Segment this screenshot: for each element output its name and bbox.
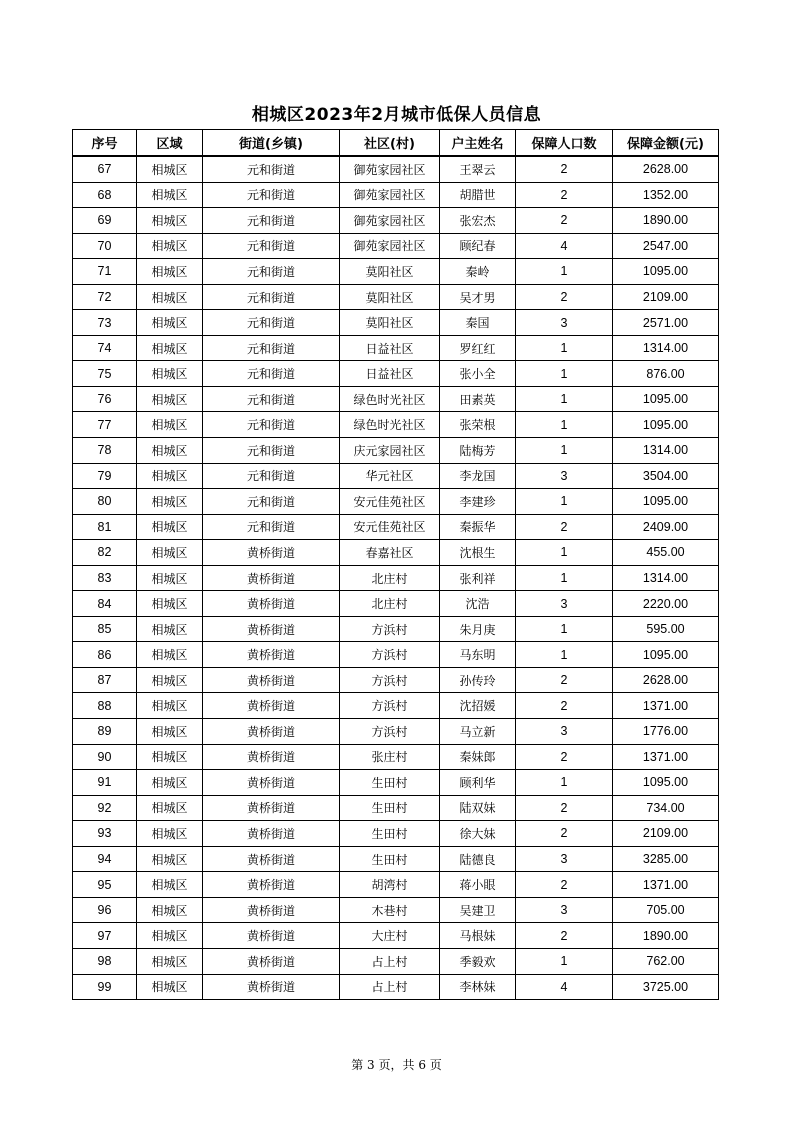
cell-street: 元和街道 bbox=[203, 514, 340, 540]
cell-covered-persons: 2 bbox=[516, 872, 613, 898]
cell-street: 元和街道 bbox=[203, 412, 340, 438]
cell-amount: 1371.00 bbox=[613, 744, 719, 770]
cell-covered-persons: 1 bbox=[516, 489, 613, 515]
cell-community: 莫阳社区 bbox=[340, 259, 440, 285]
cell-street: 黄桥街道 bbox=[203, 744, 340, 770]
cell-street: 元和街道 bbox=[203, 259, 340, 285]
cell-amount: 1371.00 bbox=[613, 872, 719, 898]
table-row bbox=[73, 438, 719, 464]
cell-index: 72 bbox=[73, 284, 137, 310]
table-row bbox=[73, 591, 719, 617]
table-row bbox=[73, 335, 719, 361]
cell-amount: 1352.00 bbox=[613, 182, 719, 208]
table-row bbox=[73, 923, 719, 949]
cell-covered-persons: 1 bbox=[516, 335, 613, 361]
cell-street: 黄桥街道 bbox=[203, 565, 340, 591]
cell-amount: 3285.00 bbox=[613, 846, 719, 872]
cell-street: 元和街道 bbox=[203, 489, 340, 515]
cell-householder: 张宏杰 bbox=[440, 208, 516, 234]
cell-amount: 1095.00 bbox=[613, 259, 719, 285]
cell-index: 82 bbox=[73, 540, 137, 566]
cell-district: 相城区 bbox=[137, 156, 203, 182]
cell-district: 相城区 bbox=[137, 259, 203, 285]
cell-householder: 沈招媛 bbox=[440, 693, 516, 719]
cell-district: 相城区 bbox=[137, 438, 203, 464]
cell-amount: 3725.00 bbox=[613, 974, 719, 1000]
cell-community: 庆元家园社区 bbox=[340, 438, 440, 464]
cell-amount: 455.00 bbox=[613, 540, 719, 566]
cell-amount: 876.00 bbox=[613, 361, 719, 387]
cell-street: 元和街道 bbox=[203, 463, 340, 489]
cell-amount: 2547.00 bbox=[613, 233, 719, 259]
cell-district: 相城区 bbox=[137, 412, 203, 438]
cell-householder: 陆双妹 bbox=[440, 795, 516, 821]
cell-street: 黄桥街道 bbox=[203, 974, 340, 1000]
cell-index: 74 bbox=[73, 335, 137, 361]
cell-covered-persons: 2 bbox=[516, 156, 613, 182]
cell-covered-persons: 3 bbox=[516, 591, 613, 617]
column-header-street: 街道(乡镇) bbox=[203, 130, 340, 157]
cell-community: 占上村 bbox=[340, 948, 440, 974]
cell-index: 76 bbox=[73, 386, 137, 412]
table-row bbox=[73, 386, 719, 412]
cell-amount: 1314.00 bbox=[613, 565, 719, 591]
cell-district: 相城区 bbox=[137, 565, 203, 591]
cell-street: 元和街道 bbox=[203, 310, 340, 336]
cell-householder: 秦岭 bbox=[440, 259, 516, 285]
cell-amount: 2409.00 bbox=[613, 514, 719, 540]
cell-district: 相城区 bbox=[137, 897, 203, 923]
cell-street: 黄桥街道 bbox=[203, 667, 340, 693]
table-row bbox=[73, 744, 719, 770]
cell-index: 68 bbox=[73, 182, 137, 208]
column-header-householder: 户主姓名 bbox=[440, 130, 516, 157]
cell-community: 北庄村 bbox=[340, 565, 440, 591]
column-header-community: 社区(村) bbox=[340, 130, 440, 157]
cell-covered-persons: 4 bbox=[516, 974, 613, 1000]
cell-householder: 顾纪春 bbox=[440, 233, 516, 259]
cell-householder: 胡腊世 bbox=[440, 182, 516, 208]
cell-householder: 张利祥 bbox=[440, 565, 516, 591]
cell-street: 黄桥街道 bbox=[203, 923, 340, 949]
cell-covered-persons: 2 bbox=[516, 795, 613, 821]
cell-district: 相城区 bbox=[137, 208, 203, 234]
cell-amount: 2220.00 bbox=[613, 591, 719, 617]
cell-covered-persons: 3 bbox=[516, 897, 613, 923]
cell-index: 80 bbox=[73, 489, 137, 515]
cell-street: 黄桥街道 bbox=[203, 770, 340, 796]
column-header-amount: 保障金额(元) bbox=[613, 130, 719, 157]
cell-covered-persons: 2 bbox=[516, 693, 613, 719]
cell-covered-persons: 1 bbox=[516, 259, 613, 285]
cell-amount: 1371.00 bbox=[613, 693, 719, 719]
cell-community: 生田村 bbox=[340, 846, 440, 872]
table-row bbox=[73, 974, 719, 1000]
table-row bbox=[73, 412, 719, 438]
cell-covered-persons: 3 bbox=[516, 719, 613, 745]
cell-amount: 1890.00 bbox=[613, 923, 719, 949]
cell-index: 81 bbox=[73, 514, 137, 540]
cell-community: 方浜村 bbox=[340, 642, 440, 668]
cell-district: 相城区 bbox=[137, 642, 203, 668]
cell-district: 相城区 bbox=[137, 463, 203, 489]
cell-covered-persons: 3 bbox=[516, 463, 613, 489]
page-number-footer: 第 3 页，共 6 页 bbox=[351, 1058, 442, 1072]
table-row bbox=[73, 693, 719, 719]
cell-district: 相城区 bbox=[137, 540, 203, 566]
cell-district: 相城区 bbox=[137, 948, 203, 974]
table-row bbox=[73, 795, 719, 821]
cell-index: 67 bbox=[73, 156, 137, 182]
cell-district: 相城区 bbox=[137, 693, 203, 719]
table-row bbox=[73, 233, 719, 259]
table-row bbox=[73, 208, 719, 234]
cell-street: 黄桥街道 bbox=[203, 642, 340, 668]
cell-index: 87 bbox=[73, 667, 137, 693]
cell-amount: 762.00 bbox=[613, 948, 719, 974]
table-row bbox=[73, 540, 719, 566]
cell-covered-persons: 1 bbox=[516, 361, 613, 387]
cell-street: 黄桥街道 bbox=[203, 795, 340, 821]
cell-covered-persons: 2 bbox=[516, 821, 613, 847]
cell-district: 相城区 bbox=[137, 284, 203, 310]
welfare-roster-table bbox=[72, 129, 719, 1000]
cell-householder: 马东明 bbox=[440, 642, 516, 668]
cell-covered-persons: 1 bbox=[516, 948, 613, 974]
cell-street: 黄桥街道 bbox=[203, 693, 340, 719]
cell-index: 70 bbox=[73, 233, 137, 259]
table-row bbox=[73, 719, 719, 745]
cell-street: 黄桥街道 bbox=[203, 591, 340, 617]
cell-index: 89 bbox=[73, 719, 137, 745]
cell-district: 相城区 bbox=[137, 514, 203, 540]
cell-householder: 李龙国 bbox=[440, 463, 516, 489]
table-row bbox=[73, 259, 719, 285]
cell-index: 83 bbox=[73, 565, 137, 591]
cell-householder: 张小全 bbox=[440, 361, 516, 387]
cell-householder: 陆德良 bbox=[440, 846, 516, 872]
cell-community: 绿色时光社区 bbox=[340, 386, 440, 412]
cell-community: 方浜村 bbox=[340, 667, 440, 693]
cell-householder: 朱月庚 bbox=[440, 616, 516, 642]
cell-householder: 王翠云 bbox=[440, 156, 516, 182]
cell-district: 相城区 bbox=[137, 744, 203, 770]
table-row bbox=[73, 182, 719, 208]
cell-householder: 孙传玲 bbox=[440, 667, 516, 693]
cell-covered-persons: 2 bbox=[516, 667, 613, 693]
cell-street: 元和街道 bbox=[203, 233, 340, 259]
cell-index: 98 bbox=[73, 948, 137, 974]
cell-index: 97 bbox=[73, 923, 137, 949]
cell-covered-persons: 2 bbox=[516, 284, 613, 310]
cell-covered-persons: 2 bbox=[516, 182, 613, 208]
cell-street: 黄桥街道 bbox=[203, 872, 340, 898]
table-row bbox=[73, 489, 719, 515]
cell-covered-persons: 1 bbox=[516, 386, 613, 412]
cell-householder: 李建珍 bbox=[440, 489, 516, 515]
cell-street: 元和街道 bbox=[203, 335, 340, 361]
cell-amount: 1776.00 bbox=[613, 719, 719, 745]
column-header-covered-persons: 保障人口数 bbox=[516, 130, 613, 157]
cell-community: 御苑家园社区 bbox=[340, 156, 440, 182]
cell-street: 元和街道 bbox=[203, 208, 340, 234]
cell-street: 黄桥街道 bbox=[203, 897, 340, 923]
cell-index: 71 bbox=[73, 259, 137, 285]
cell-district: 相城区 bbox=[137, 616, 203, 642]
cell-amount: 595.00 bbox=[613, 616, 719, 642]
cell-district: 相城区 bbox=[137, 386, 203, 412]
cell-district: 相城区 bbox=[137, 821, 203, 847]
cell-community: 御苑家园社区 bbox=[340, 182, 440, 208]
cell-district: 相城区 bbox=[137, 719, 203, 745]
cell-covered-persons: 1 bbox=[516, 642, 613, 668]
cell-district: 相城区 bbox=[137, 872, 203, 898]
table-row bbox=[73, 667, 719, 693]
cell-index: 99 bbox=[73, 974, 137, 1000]
cell-householder: 顾利华 bbox=[440, 770, 516, 796]
table-row bbox=[73, 156, 719, 182]
cell-amount: 1314.00 bbox=[613, 438, 719, 464]
cell-householder: 季毅欢 bbox=[440, 948, 516, 974]
cell-householder: 秦妹郎 bbox=[440, 744, 516, 770]
table-row bbox=[73, 310, 719, 336]
cell-covered-persons: 2 bbox=[516, 744, 613, 770]
cell-householder: 马根妹 bbox=[440, 923, 516, 949]
table-row bbox=[73, 565, 719, 591]
cell-street: 黄桥街道 bbox=[203, 540, 340, 566]
cell-community: 木巷村 bbox=[340, 897, 440, 923]
cell-street: 元和街道 bbox=[203, 386, 340, 412]
table-row bbox=[73, 821, 719, 847]
cell-householder: 马立新 bbox=[440, 719, 516, 745]
cell-street: 黄桥街道 bbox=[203, 948, 340, 974]
cell-community: 莫阳社区 bbox=[340, 284, 440, 310]
cell-community: 莫阳社区 bbox=[340, 310, 440, 336]
cell-street: 黄桥街道 bbox=[203, 616, 340, 642]
cell-community: 大庄村 bbox=[340, 923, 440, 949]
table-row bbox=[73, 463, 719, 489]
cell-community: 春嘉社区 bbox=[340, 540, 440, 566]
cell-covered-persons: 1 bbox=[516, 540, 613, 566]
cell-community: 御苑家园社区 bbox=[340, 233, 440, 259]
cell-covered-persons: 2 bbox=[516, 923, 613, 949]
cell-householder: 蒋小眼 bbox=[440, 872, 516, 898]
cell-amount: 734.00 bbox=[613, 795, 719, 821]
cell-district: 相城区 bbox=[137, 361, 203, 387]
cell-index: 78 bbox=[73, 438, 137, 464]
column-header-district: 区域 bbox=[137, 130, 203, 157]
table-row bbox=[73, 361, 719, 387]
cell-amount: 705.00 bbox=[613, 897, 719, 923]
cell-street: 元和街道 bbox=[203, 182, 340, 208]
cell-street: 元和街道 bbox=[203, 156, 340, 182]
table-row bbox=[73, 846, 719, 872]
cell-covered-persons: 1 bbox=[516, 565, 613, 591]
table-row bbox=[73, 948, 719, 974]
cell-community: 方浜村 bbox=[340, 616, 440, 642]
cell-community: 日益社区 bbox=[340, 361, 440, 387]
cell-householder: 陆梅芳 bbox=[440, 438, 516, 464]
cell-district: 相城区 bbox=[137, 310, 203, 336]
cell-covered-persons: 1 bbox=[516, 770, 613, 796]
cell-district: 相城区 bbox=[137, 923, 203, 949]
cell-amount: 1095.00 bbox=[613, 489, 719, 515]
cell-index: 73 bbox=[73, 310, 137, 336]
cell-index: 91 bbox=[73, 770, 137, 796]
cell-householder: 秦国 bbox=[440, 310, 516, 336]
cell-community: 安元佳苑社区 bbox=[340, 489, 440, 515]
cell-amount: 2109.00 bbox=[613, 821, 719, 847]
cell-amount: 2571.00 bbox=[613, 310, 719, 336]
cell-covered-persons: 1 bbox=[516, 412, 613, 438]
cell-householder: 秦振华 bbox=[440, 514, 516, 540]
cell-index: 88 bbox=[73, 693, 137, 719]
cell-index: 95 bbox=[73, 872, 137, 898]
cell-householder: 李林妹 bbox=[440, 974, 516, 1000]
cell-community: 胡湾村 bbox=[340, 872, 440, 898]
cell-district: 相城区 bbox=[137, 182, 203, 208]
cell-index: 84 bbox=[73, 591, 137, 617]
cell-covered-persons: 2 bbox=[516, 514, 613, 540]
table-row bbox=[73, 642, 719, 668]
cell-index: 92 bbox=[73, 795, 137, 821]
cell-index: 86 bbox=[73, 642, 137, 668]
cell-street: 元和街道 bbox=[203, 284, 340, 310]
cell-district: 相城区 bbox=[137, 591, 203, 617]
cell-householder: 罗红红 bbox=[440, 335, 516, 361]
cell-index: 96 bbox=[73, 897, 137, 923]
cell-community: 日益社区 bbox=[340, 335, 440, 361]
cell-index: 94 bbox=[73, 846, 137, 872]
cell-householder: 吴才男 bbox=[440, 284, 516, 310]
cell-index: 79 bbox=[73, 463, 137, 489]
cell-covered-persons: 2 bbox=[516, 208, 613, 234]
cell-community: 安元佳苑社区 bbox=[340, 514, 440, 540]
cell-amount: 1095.00 bbox=[613, 770, 719, 796]
cell-community: 张庄村 bbox=[340, 744, 440, 770]
cell-index: 85 bbox=[73, 616, 137, 642]
table-row bbox=[73, 897, 719, 923]
cell-householder: 沈浩 bbox=[440, 591, 516, 617]
page-title: 相城区2023年2月城市低保人员信息 bbox=[251, 105, 542, 125]
cell-community: 生田村 bbox=[340, 821, 440, 847]
cell-householder: 田素英 bbox=[440, 386, 516, 412]
cell-covered-persons: 1 bbox=[516, 438, 613, 464]
table-row bbox=[73, 872, 719, 898]
cell-street: 黄桥街道 bbox=[203, 821, 340, 847]
cell-index: 77 bbox=[73, 412, 137, 438]
cell-district: 相城区 bbox=[137, 846, 203, 872]
cell-community: 御苑家园社区 bbox=[340, 208, 440, 234]
cell-index: 69 bbox=[73, 208, 137, 234]
cell-street: 黄桥街道 bbox=[203, 846, 340, 872]
table-row bbox=[73, 284, 719, 310]
cell-index: 75 bbox=[73, 361, 137, 387]
cell-community: 生田村 bbox=[340, 770, 440, 796]
cell-district: 相城区 bbox=[137, 335, 203, 361]
cell-householder: 徐大妹 bbox=[440, 821, 516, 847]
cell-amount: 1095.00 bbox=[613, 386, 719, 412]
cell-covered-persons: 4 bbox=[516, 233, 613, 259]
cell-district: 相城区 bbox=[137, 489, 203, 515]
cell-covered-persons: 3 bbox=[516, 846, 613, 872]
cell-amount: 2628.00 bbox=[613, 156, 719, 182]
cell-street: 元和街道 bbox=[203, 438, 340, 464]
table-body bbox=[73, 156, 719, 1000]
cell-covered-persons: 1 bbox=[516, 616, 613, 642]
cell-community: 绿色时光社区 bbox=[340, 412, 440, 438]
cell-community: 占上村 bbox=[340, 974, 440, 1000]
cell-community: 生田村 bbox=[340, 795, 440, 821]
cell-amount: 2628.00 bbox=[613, 667, 719, 693]
cell-community: 方浜村 bbox=[340, 719, 440, 745]
column-header-index: 序号 bbox=[73, 130, 137, 157]
cell-amount: 2109.00 bbox=[613, 284, 719, 310]
cell-householder: 吴建卫 bbox=[440, 897, 516, 923]
cell-amount: 1890.00 bbox=[613, 208, 719, 234]
cell-community: 方浜村 bbox=[340, 693, 440, 719]
cell-covered-persons: 3 bbox=[516, 310, 613, 336]
cell-community: 北庄村 bbox=[340, 591, 440, 617]
cell-district: 相城区 bbox=[137, 974, 203, 1000]
cell-householder: 张荣根 bbox=[440, 412, 516, 438]
cell-index: 90 bbox=[73, 744, 137, 770]
cell-amount: 1314.00 bbox=[613, 335, 719, 361]
table-row bbox=[73, 514, 719, 540]
cell-street: 元和街道 bbox=[203, 361, 340, 387]
table-header-row bbox=[73, 130, 719, 157]
cell-district: 相城区 bbox=[137, 667, 203, 693]
table-row bbox=[73, 616, 719, 642]
cell-community: 华元社区 bbox=[340, 463, 440, 489]
cell-district: 相城区 bbox=[137, 795, 203, 821]
table-row bbox=[73, 770, 719, 796]
cell-amount: 3504.00 bbox=[613, 463, 719, 489]
cell-amount: 1095.00 bbox=[613, 412, 719, 438]
cell-district: 相城区 bbox=[137, 770, 203, 796]
cell-index: 93 bbox=[73, 821, 137, 847]
cell-householder: 沈根生 bbox=[440, 540, 516, 566]
cell-street: 黄桥街道 bbox=[203, 719, 340, 745]
cell-district: 相城区 bbox=[137, 233, 203, 259]
cell-amount: 1095.00 bbox=[613, 642, 719, 668]
